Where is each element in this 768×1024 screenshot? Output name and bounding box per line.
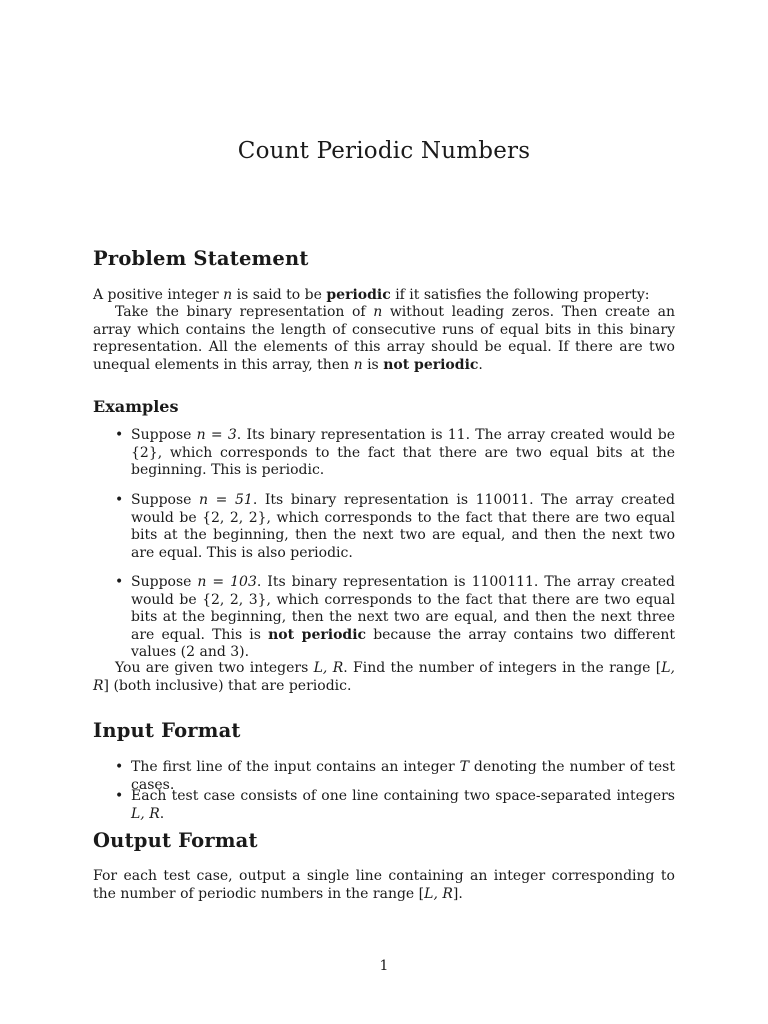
problem-intro-paragraph: A positive integer n is said to be periodic if it satisfies the following property: <box>93 287 650 303</box>
input-format-item: • Each test case consists of one line containing two space-separated integers L, R. <box>115 788 675 822</box>
examples-list-3 <box>93 574 675 662</box>
example-item: • Suppose n = 103. Its binary representation is 1100111. The array created would be {2, 2, 3}, which corresponds to the fact that there are two equal bits at the beginning, then the next two are equal, and then the next three are equal. This is not periodic because the array contains two different values (2 and 3). <box>115 574 676 661</box>
given-paragraph: You are given two integers L, R. Find the number of integers in the range [L, R] (both inclusive) that are periodic. <box>93 660 675 694</box>
example-item: • Suppose n = 3. Its binary representation is 11. The array created would be {2}, which corresponds to the fact that there are two equal bits at the beginning. This is periodic. <box>115 427 675 479</box>
document-title: Count Periodic Numbers <box>237 138 531 164</box>
examples-heading: Examples <box>93 397 179 416</box>
output-format-paragraph: For each test case, output a single line containing an integer corresponding to the number of periodic numbers in the range [L, R]. <box>93 868 675 902</box>
bullet-icon: • <box>115 427 124 443</box>
bullet-icon: • <box>115 492 124 508</box>
bullet-icon: • <box>115 788 124 804</box>
problem-body-paragraph: Take the binary representation of n without leading zeros. Then create an array which contains the length of consecutive runs of equal bits in this binary representation. All the elements of this array should be equal. If there are two unequal elements in this array, then n is not periodic. <box>93 304 676 373</box>
not-periodic-term: not periodic <box>383 356 479 373</box>
page-number: 1 <box>379 958 389 974</box>
bullet-icon: • <box>115 574 124 590</box>
periodic-term: periodic <box>326 287 391 303</box>
input-format-list-2 <box>93 788 675 823</box>
examples-list <box>93 427 675 480</box>
bullet-icon: • <box>115 759 124 775</box>
problem-statement-heading: Problem Statement <box>93 247 309 270</box>
input-format-heading: Input Format <box>93 719 241 742</box>
example-item: • Suppose n = 51. Its binary representation is 110011. The array created would be {2, 2, 2}, which corresponds to the fact that there are two equal bits at the beginning, then the next two are equal, and then the next two are equal. This is also periodic. <box>115 492 675 561</box>
examples-list-2 <box>93 492 675 562</box>
input-format-item: • The first line of the input contains an integer T denoting the number of test cases. <box>115 759 675 793</box>
output-format-heading: Output Format <box>93 829 258 852</box>
